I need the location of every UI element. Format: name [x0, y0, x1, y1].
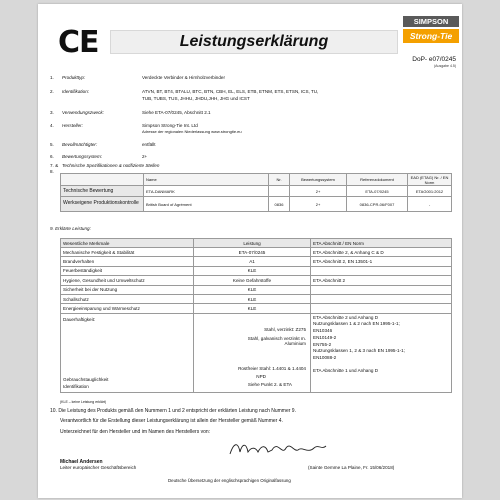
spec-cell: 0836 — [269, 197, 290, 212]
perf-cell: ETA Abschnitt 2, EN 13501-1 — [311, 257, 452, 266]
spec-cell: Technische Bewertung — [61, 186, 144, 197]
ref-line: EN10088-2 — [313, 354, 337, 360]
perf-cell: Brandverhalten — [61, 257, 194, 266]
page-title: Leistungserklärung — [179, 33, 329, 50]
spec-cell: ETA-07/0245 — [347, 186, 408, 197]
table-row — [61, 304, 452, 313]
info-value: entfällt — [142, 142, 156, 147]
ref-line: Nutzungsklassen 1 & 2 nach EN 1995-1-1; — [313, 321, 400, 327]
spec-header-cell: Nr. — [269, 174, 290, 186]
info-label: Technische Spezifikationen & notifizierte Stellen — [62, 163, 160, 168]
perf-cell — [311, 266, 452, 275]
statement-signed-for: Unterzeichnet für den Hersteller und im Namen des Herstellers von: — [60, 429, 211, 435]
info-num: 4. — [50, 123, 54, 128]
serviceability-label: Gebrauchstauglichkeit — [63, 376, 109, 382]
logo-strong-tie: Strong-Tie — [403, 29, 459, 43]
translation-footer: Deutsche Übersetzung der englischsprachigen Originalfassung — [168, 478, 291, 483]
info-num: 5. — [50, 142, 54, 147]
table-row — [61, 248, 452, 257]
info-label: Bewertungssystem: — [62, 154, 103, 159]
spec-cell: ETA-DANMARK — [144, 186, 269, 197]
perf-cell: ETA Abschnitte 2, & Anhang C & D — [311, 248, 452, 257]
spec-header-cell: Referenzdokument — [347, 174, 408, 186]
table-row — [61, 257, 452, 266]
perf-line: Siehe Punkt 2. & ETA — [247, 381, 292, 387]
info-value: Siehe ETA-07/0245, Abschnitt 2.1 — [142, 110, 211, 115]
durability-label-cell — [61, 313, 194, 392]
perf-cell: Energieeinsparung und Wärmeschutz — [61, 304, 194, 313]
perf-cell: KLE — [194, 266, 311, 275]
perf-cell: Feuerbeständigkeit — [61, 266, 194, 275]
statement-10: 10. Die Leistung des Produkts gemäß den Nummern 1 und 2 entspricht der erklärten Leistung nach Nummer 9. — [50, 408, 296, 414]
durability-perf-cell — [194, 313, 311, 392]
info-value: Verdeckte Verbinder & Hirnholzverbinder — [142, 75, 225, 80]
perf-line: NPD — [256, 373, 266, 379]
ref-line: ETA Abschnitte 1 und Anhang D — [313, 368, 379, 374]
perf-table-header — [61, 239, 452, 248]
durability-ref-cell — [311, 313, 452, 392]
table-row — [61, 186, 452, 197]
kle-note: (KLE – keine Leistung erklärt) — [60, 400, 107, 404]
spec-header-cell — [61, 174, 144, 186]
perf-cell: KLE — [194, 304, 311, 313]
info-label: Produkttyp: — [62, 75, 86, 80]
dop-number: DoP- e07/0245 — [412, 56, 456, 63]
table-row — [61, 276, 452, 285]
spec-header-cell: Bewertungssystem — [290, 174, 347, 186]
info-num: 6. — [50, 154, 54, 159]
declaration-page: CE Leistungserklärung SIMPSON Strong-Tie DoP- e07/0245 (Ausgabe 4.5) 1. Produkttyp: Verdeckte Verbinder & Hirnholzverbinder 2. Identifikation: ATVN, BT, BT4, BTALU, BTC, BTN, CBH, EL, ELS, ETB, ETNM, ETS, ETSN, ICS, TU, TUB, TUBS, TUS, JHHU, JHDU,JHH, JHG und ICST 3. Verwendungszweck: Siehe ETA-07/0245, Abschnitt 2.1 4. Hersteller: Simpson Strong-Tie Int. Ltd Adresse der regionalen Niederlassung www.strongtie.eu 5. Bevollmächtigter: entfällt 6. Bewertungssystem: 2+ 7. & 8. Technische Spezifikationen & notifizierte Stellen Name Nr. Bewertungssystem Referenzdokument EAD (ETAG) Nr. / EN Norm Technische Bewertung ETA-DANMARK 2+ ETA-07/0245 ETAG001:2012 Werkseigene Produktionskontrolle British Board of Agrément 0836 2+ 0836-CPR-06/F007 - 9. Erklärte Leistung: Wesentliche Merkmale Leistung ETA Abschnitt / EN Norm Mechanische Festigkeit & Stabilität ETA-07/0245 ETA Abschnitte 2, & Anhang C & D Brandverhalten A1 ETA Abschnitt 2, EN 13501-1 Feuerbeständigkeit KLE Hygiene, Gesundheit und Umweltschutz Keine Gefahrstoffe ETA Abschnitt 2 Sicherheit bei der Nutzung KLE Schallschutz KLE Energieeinsparung und Wärmeschutz KLE Dauerhaftigkeit: Gebrauchstauglichkeit Identifikation Stahl, verzinkt: Z275 Stahl, galvanisch verzinkt m. Aluminium Rostfreier Stahl: 1.4401 & 1.4404 NPD Siehe Punkt 2. & ETA ETA Abschnitte 2 und Anhang D Nutzungsklassen 1 & 2 nach EN 1995-1-1; EN10346 EN10149-2 EN755-2 Nutzungsklassen 1, 2 & 3 nach EN 1995-1-1; EN10088-2 ETA Abschnitte 1 und Anhang D (KLE – keine Leistung erklärt) 10. Die Leistung des Produkts gemäß den Nummern 1 und 2 entspricht der erklärten Leistung nach Nummer 9. Verantwortlich für die Erstellung dieser Leistungserklärung ist allein der Hersteller gemäß Nummer 4. Unterzeichnet für den Hersteller und im Namen des Herstellers von: Michael Andersen Leiter europäischer Geschäftsbereich (Sainte Gemme La Plaine, Fr. 15/06/2018) Deutsche Übersetzung der englischsprachigen Originalfassung — [38, 4, 462, 498]
ref-line: EN10149-2 — [313, 334, 337, 340]
ref-line — [313, 362, 449, 369]
perf-line: Stahl, galvanisch verzinkt m. Aluminium — [247, 335, 306, 347]
perf-cell: KLE — [194, 285, 311, 294]
perf-cell — [311, 304, 452, 313]
table-row — [61, 285, 452, 294]
spec-cell: 2+ — [290, 186, 347, 197]
table-row-durability — [61, 313, 452, 392]
perf-header-cell: ETA Abschnitt / EN Norm — [311, 239, 452, 248]
info-value: TUB, TUBS, TUS, JHHU, JHDU,JHH, JHG und ICST — [142, 96, 250, 101]
info-value: 2+ — [142, 154, 148, 159]
perf-cell: ETA-07/0245 — [194, 248, 311, 257]
spec-cell: 0836-CPR-06/F007 — [347, 197, 408, 212]
durability-label: Dauerhaftigkeit: — [63, 316, 96, 322]
table-row — [61, 294, 452, 303]
perf-cell: Mechanische Festigkeit & Stabilität — [61, 248, 194, 257]
performance-table — [60, 238, 452, 393]
statement-responsibility: Verantwortlich für die Erstellung dieser Leistungserklärung ist allein der Hersteller gemäß Nummer 4. — [60, 418, 283, 424]
table-row — [61, 197, 452, 212]
perf-cell: Schallschutz — [61, 294, 194, 303]
spec-cell: 2+ — [290, 197, 347, 212]
info-num: 7. & 8. — [50, 163, 59, 174]
spec-header-cell: Name — [144, 174, 269, 186]
dop-edition: (Ausgabe 4.5) — [434, 64, 456, 68]
info-value: ATVN, BT, BT4, BTALU, BTC, BTN, CBH, EL, ELS, ETB, ETNM, ETS, ETSN, ICS, TU, — [142, 89, 319, 94]
perf-cell: Keine Gefahrstoffe — [194, 276, 311, 285]
perf-cell: KLE — [194, 294, 311, 303]
info-num: 2. — [50, 89, 54, 94]
perf-header-cell: Wesentliche Merkmale — [61, 239, 194, 248]
info-value: Adresse der regionalen Niederlassung www.strongtie.eu — [142, 129, 242, 134]
spec-header-cell: EAD (ETAG) Nr. / EN Norm — [408, 174, 452, 186]
spec-cell — [269, 186, 290, 197]
logo-simpson: SIMPSON — [403, 16, 459, 27]
perf-line: Rostfreier Stahl: 1.4401 & 1.4404 — [238, 365, 306, 371]
ref-line: EN10346 — [313, 328, 333, 334]
perf-cell: Hygiene, Gesundheit und Umweltschutz — [61, 276, 194, 285]
ce-mark: CE — [58, 25, 99, 60]
perf-cell: A1 — [194, 257, 311, 266]
info-label: Bevollmächtigter: — [62, 142, 98, 147]
info-label: Verwendungszweck: — [62, 110, 104, 115]
table-row — [61, 266, 452, 275]
perf-cell: ETA Abschnitt 2 — [311, 276, 452, 285]
ref-line: EN755-2 — [313, 341, 332, 347]
spec-cell: ETAG001:2012 — [408, 186, 452, 197]
perf-header-cell: Leistung — [194, 239, 311, 248]
identification-label: Identifikation — [63, 383, 89, 389]
info-label: Hersteller: — [62, 123, 83, 128]
spec-cell: Werkseigene Produktionskontrolle — [61, 197, 144, 212]
perf-cell — [311, 285, 452, 294]
ref-line: Nutzungsklassen 1, 2 & 3 nach EN 1995-1-1; — [313, 348, 405, 354]
perf-cell — [311, 294, 452, 303]
info-value: Simpson Strong-Tie Int. Ltd — [142, 123, 198, 128]
info-num: 1. — [50, 75, 54, 80]
perf-cell: Sicherheit bei der Nutzung — [61, 285, 194, 294]
simpson-strong-tie-logo — [403, 16, 459, 46]
info-label: Identifikation: — [62, 89, 90, 94]
spec-table — [60, 173, 452, 212]
spec-table-header — [61, 174, 452, 186]
info-num: 3. — [50, 110, 54, 115]
spec-cell: - — [408, 197, 452, 212]
signer-place-date: (Sainte Gemme La Plaine, Fr. 15/06/2018) — [308, 465, 395, 470]
spec-cell: British Board of Agrément — [144, 197, 269, 212]
ref-line: ETA Abschnitte 2 und Anhang D — [313, 314, 379, 320]
signer-name: Michael Andersen — [60, 459, 103, 465]
signer-role: Leiter europäischer Geschäftsbereich — [60, 465, 137, 470]
perf-line: Stahl, verzinkt: Z275 — [264, 326, 306, 332]
